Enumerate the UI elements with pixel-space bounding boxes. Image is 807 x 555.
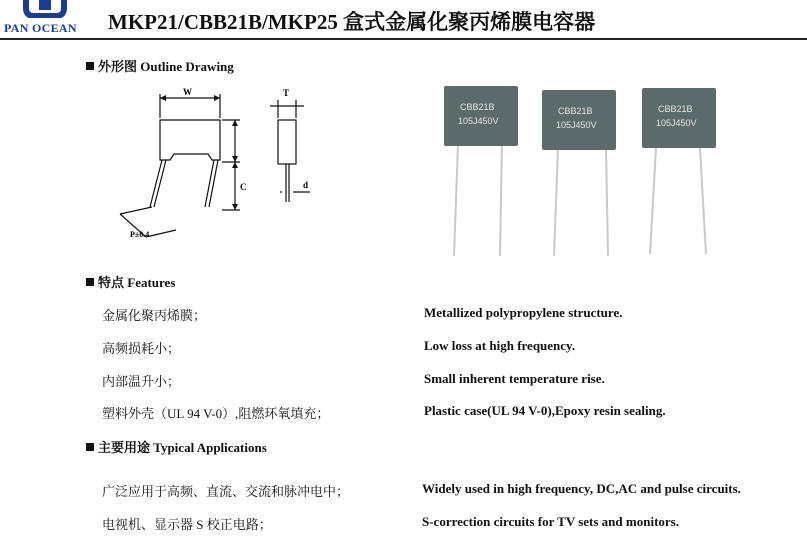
side-view-body: [278, 120, 296, 164]
outline-drawing: [100, 82, 340, 247]
capacitor-1-marking-2: 105J450V: [458, 116, 499, 126]
feature-zh-4: 塑料外壳（UL 94 V-0）,阻燃环氧填充；: [102, 406, 330, 421]
capacitor-1: [444, 86, 518, 256]
section-heading-applications: [86, 437, 267, 456]
feature-zh-3: 内部温升小；: [102, 374, 181, 389]
feature-zh-2: 高频损耗小；: [102, 341, 181, 356]
application-zh-1: 广泛应用于高频、直流、交流和脉冲电中；: [102, 484, 350, 499]
section-heading-outline: [86, 56, 234, 75]
application-zh-2: 电视机、显示器 S 校正电路；: [102, 517, 272, 532]
feature-zh-1: 金属化聚丙烯膜；: [102, 308, 207, 323]
dim-w-label: W: [183, 87, 192, 97]
dim-c-label: C: [240, 182, 247, 192]
title-divider: [0, 38, 807, 40]
front-view-body: [160, 120, 220, 160]
logo-mark-icon: [22, 0, 68, 18]
applications-heading-text: 主要用途 Typical Applications: [98, 440, 267, 455]
capacitor-1-marking-1: CBB21B: [460, 102, 495, 112]
capacitor-2-marking-2: 105J450V: [556, 120, 597, 130]
logo-text: PAN OCEAN: [4, 21, 77, 35]
square-bullet-icon: [86, 62, 94, 70]
features-heading-text: 特点 Features: [98, 275, 176, 290]
capacitor-2: [542, 90, 616, 256]
square-bullet-icon: [86, 443, 94, 451]
capacitor-2-marking-1: CBB21B: [558, 106, 593, 116]
outline-heading-text: 外形图 Outline Drawing: [98, 59, 234, 74]
dim-p-label: P±0.4: [130, 230, 150, 239]
feature-en-2: Low loss at high frequency.: [424, 338, 576, 353]
dim-t-label: T: [283, 88, 290, 98]
square-bullet-icon: [86, 278, 94, 286]
application-en-1: Widely used in high frequency, DC,AC and pulse circuits.: [422, 481, 741, 496]
capacitor-3-marking-1: CBB21B: [658, 104, 693, 114]
product-photo: [430, 76, 745, 261]
capacitor-3-marking-2: 105J450V: [656, 118, 697, 128]
section-heading-features: [86, 272, 175, 291]
feature-en-4: Plastic case(UL 94 V-0),Epoxy resin sealing.: [424, 403, 666, 418]
dim-d-label: d: [303, 180, 309, 190]
feature-en-1: Metallized polypropylene structure.: [424, 305, 623, 320]
company-logo: [0, 0, 100, 40]
page-title: MKP21/CBB21B/MKP25 盒式金属化聚丙烯膜电容器: [108, 10, 596, 34]
application-en-2: S-correction circuits for TV sets and monitors.: [422, 514, 679, 529]
capacitor-3: [642, 88, 716, 254]
feature-en-3: Small inherent temperature rise.: [424, 371, 605, 386]
